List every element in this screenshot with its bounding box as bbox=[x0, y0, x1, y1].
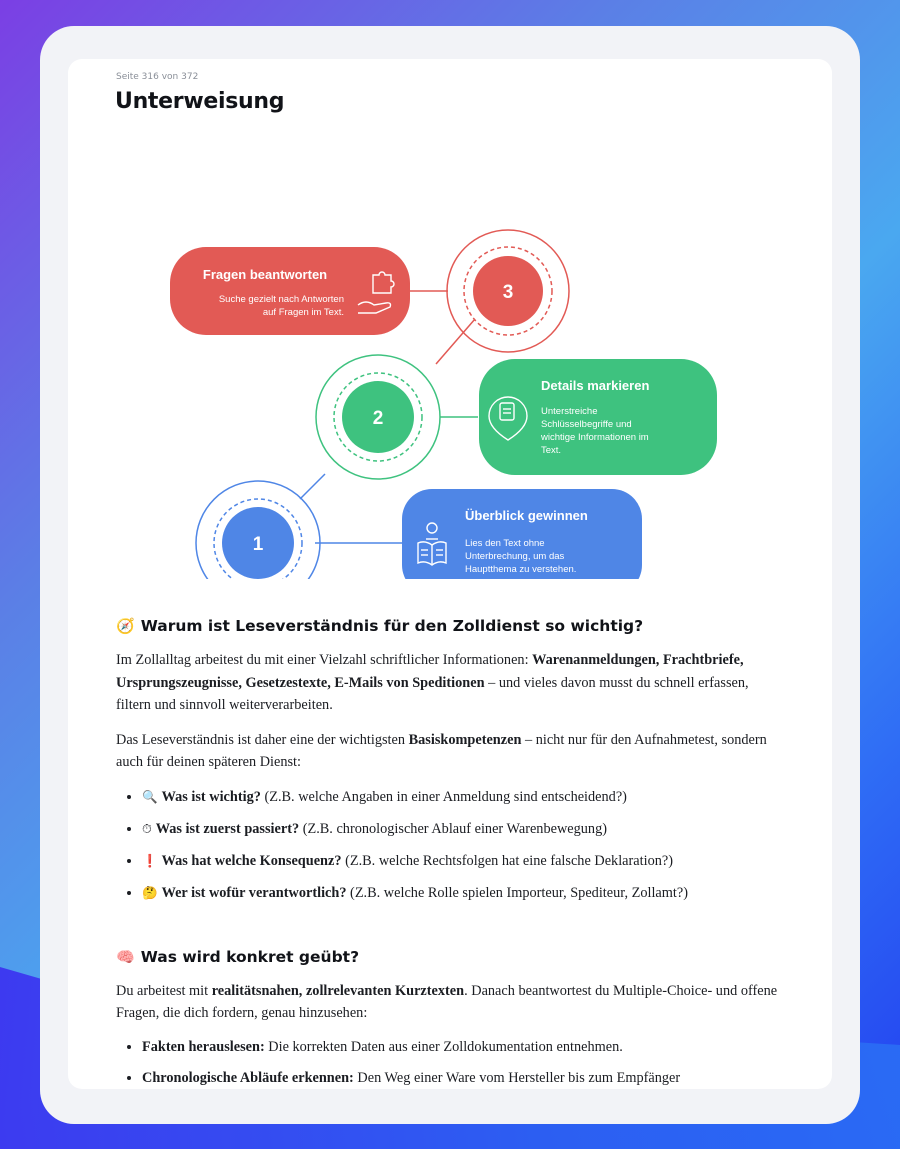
why-bullet-list bbox=[116, 786, 784, 905]
reading-steps-diagram bbox=[68, 159, 832, 579]
page-title: Unterweisung bbox=[115, 89, 285, 114]
list-item-text: Die korrekten Daten aus einer Zolldokumentation entnehmen. bbox=[264, 1038, 623, 1055]
step-2-title: Details markieren bbox=[541, 378, 650, 393]
step-3-card bbox=[170, 247, 410, 335]
practice-bullet-list bbox=[116, 1037, 784, 1090]
step-1-text-line-3: Hauptthema zu verstehen. bbox=[465, 564, 577, 575]
list-item bbox=[142, 1037, 784, 1059]
list-item-text: Den Weg einer Ware vom Hersteller bis zum Empfänger bbox=[353, 1069, 681, 1086]
list-item bbox=[142, 882, 784, 905]
section-heading-practice bbox=[116, 948, 784, 966]
list-item-bold: Was ist zuerst passiert? bbox=[155, 820, 300, 837]
paragraph-competence-part-2: – nicht nur für den Aufnahmetest, sondern auch für deinen späteren Dienst: bbox=[116, 731, 767, 770]
paragraph-information-part-1: Im Zollalltag arbeitest du mit einer Vielzahl schriftlicher Informationen: bbox=[116, 652, 533, 668]
page-counter: Seite 316 von 372 bbox=[116, 72, 199, 82]
paragraph-information-bold: Warenanmeldungen, Frachtbriefe, Ursprungszeugnisse, Gesetzestexte, E-Mails von Speditionen bbox=[116, 652, 744, 691]
article-body bbox=[116, 617, 784, 1089]
thinking-face-icon: 🤔 bbox=[142, 884, 158, 900]
list-item-bold: Fakten herauslesen: bbox=[142, 1038, 265, 1055]
step-2-number: 2 bbox=[372, 408, 384, 429]
list-item bbox=[142, 850, 784, 873]
magnifier-icon: 🔍 bbox=[142, 788, 158, 804]
paragraph-competence bbox=[116, 729, 784, 774]
paragraph-competence-bold: Basiskompetenzen bbox=[408, 731, 522, 748]
list-item-bold: Was ist wichtig? bbox=[161, 788, 261, 805]
compass-icon: 🧭 bbox=[116, 617, 135, 635]
step-1-number: 1 bbox=[252, 534, 264, 555]
list-item-text: (Z.B. welche Angaben in einer Anmeldung sind entscheidend?) bbox=[260, 788, 627, 805]
step-2-text-line-1: Unterstreiche bbox=[541, 406, 598, 417]
paragraph-information-part-2: – und vieles davon musst du schnell erfassen, filtern und sinnvoll weiterverarbeiten. bbox=[116, 674, 749, 713]
step-1-title: Überblick gewinnen bbox=[465, 508, 588, 523]
list-item-text: (Z.B. chronologischer Ablauf einer Warenbewegung) bbox=[299, 820, 607, 837]
step-2-text-line-4: Text. bbox=[541, 445, 562, 456]
connector-2-1 bbox=[300, 474, 325, 499]
section-heading-why-text: Warum ist Leseverständnis für den Zolldienst so wichtig? bbox=[140, 617, 644, 635]
paragraph-practice-part-2: . Danach beantwortest du Multiple-Choice- und offene Fragen, die dich fordern, genau hinzusehen: bbox=[116, 982, 778, 1021]
paragraph-practice-bold: realitätsnahen, zollrelevanten Kurztexten bbox=[211, 982, 465, 999]
step-1-text-line-2: Unterbrechung, um das bbox=[465, 551, 565, 562]
step-2-text-line-3: wichtige Informationen im bbox=[541, 432, 649, 443]
step-3-title: Fragen beantworten bbox=[202, 267, 328, 282]
exclamation-icon: ❗ bbox=[142, 852, 158, 868]
list-item-bold: Was hat welche Konsequenz? bbox=[161, 852, 342, 869]
step-3-text-line-1: Suche gezielt nach Antworten bbox=[218, 294, 344, 305]
paragraph-practice bbox=[116, 980, 784, 1025]
step-2-text-line-2: Schlüsselbegriffe und bbox=[541, 419, 632, 430]
section-spacer bbox=[116, 914, 784, 948]
content-card[interactable] bbox=[68, 59, 832, 1089]
paragraph-information bbox=[116, 649, 784, 717]
step-1-text-line-1: Lies den Text ohne bbox=[465, 538, 545, 549]
paragraph-practice-part-1: Du arbeitest mit bbox=[116, 982, 212, 999]
list-item bbox=[142, 1068, 784, 1090]
brain-icon: 🧠 bbox=[116, 947, 135, 966]
connector-3-2 bbox=[436, 319, 475, 364]
stopwatch-icon: ⏱ bbox=[142, 820, 152, 836]
step-3-number: 3 bbox=[502, 282, 514, 303]
step-2-card bbox=[479, 359, 717, 475]
section-heading-why bbox=[116, 617, 784, 635]
list-item-bold: Wer ist wofür verantwortlich? bbox=[161, 884, 347, 901]
paragraph-competence-part-1: Das Leseverständnis ist daher eine der wichtigsten bbox=[116, 731, 409, 748]
list-item-text: (Z.B. welche Rechtsfolgen hat eine falsche Deklaration?) bbox=[341, 852, 673, 869]
list-item bbox=[142, 818, 784, 841]
section-heading-practice-text: Was wird konkret geübt? bbox=[140, 947, 360, 966]
list-item-text: (Z.B. welche Rolle spielen Importeur, Spediteur, Zollamt?) bbox=[346, 884, 688, 901]
list-item-bold: Chronologische Abläufe erkennen: bbox=[142, 1069, 354, 1086]
step-3-text-line-2: auf Fragen im Text. bbox=[262, 307, 344, 318]
list-item bbox=[142, 786, 784, 809]
